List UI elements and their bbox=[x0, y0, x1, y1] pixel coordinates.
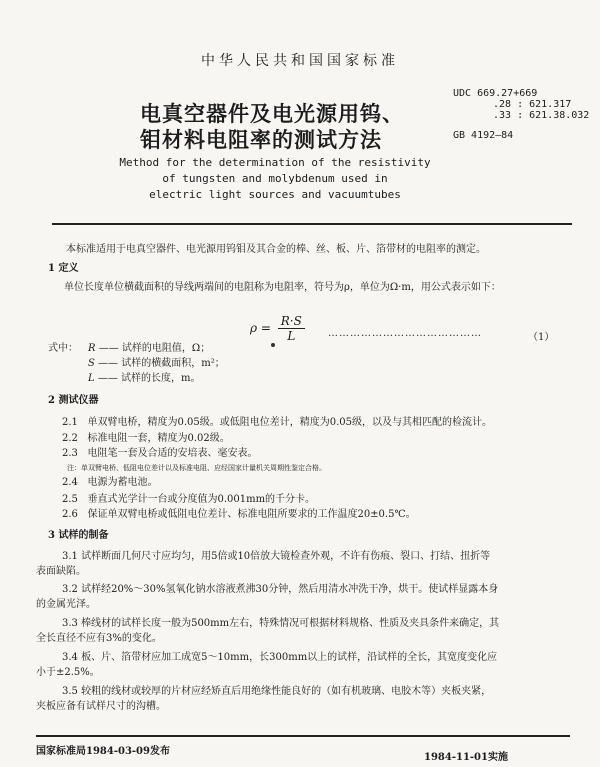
footer-divider bbox=[36, 735, 570, 737]
section-1-heading: 1 定义 bbox=[48, 263, 79, 274]
variable-r-row bbox=[88, 342, 210, 356]
list-item bbox=[62, 508, 416, 522]
udc-line-3: .33 : 621.38.032 bbox=[493, 110, 590, 121]
formula-denominator: L bbox=[287, 329, 296, 343]
udc-line-1: UDC 669.27+669 bbox=[453, 88, 538, 99]
gb-number: GB 4192—84 bbox=[453, 130, 514, 141]
clause-3-5-line-1: 3.5 较粗的线材或较厚的片材应经矫直后用绝缘性能良好的（如有机玻璃、电胶木等）夹板夹紧， bbox=[62, 686, 492, 697]
udc-code bbox=[453, 88, 589, 121]
item-number: 2.2 bbox=[62, 433, 78, 444]
list-item bbox=[62, 493, 315, 507]
clause-3-3-line-1: 3.3 棒线材的试样长度一般为500mm左右，特殊情况可根据材料规格、性质及夹具条件来确定，其 bbox=[62, 618, 500, 629]
list-item bbox=[62, 476, 157, 490]
scan-mark bbox=[271, 343, 275, 347]
variable-l: L bbox=[88, 373, 95, 384]
list-item bbox=[62, 416, 492, 430]
item-text: 垂直式光学计一台或分度值为0.001mm的千分卡。 bbox=[87, 494, 316, 505]
calibration-note: 注：单双臂电桥、低阻电位差计以及标准电阻、应经国家计量机关周期性鉴定合格。 bbox=[67, 464, 326, 472]
variable-l-desc: —— 试样的长度，m。 bbox=[97, 373, 201, 384]
scope-paragraph: 本标准适用于电真空器件、电光源用钨钼及其合金的棒、丝、板、片、箔带材的电阻率的测定。 bbox=[66, 244, 486, 255]
section-2-heading: 2 测试仪器 bbox=[48, 395, 99, 406]
variable-l-row bbox=[88, 372, 201, 386]
english-title-line-1: Method for the determination of the resistivity bbox=[119, 156, 431, 169]
section-3-heading: 3 试样的制备 bbox=[48, 530, 109, 541]
equation-number: （1） bbox=[528, 332, 555, 343]
list-item bbox=[62, 432, 230, 446]
udc-line-2: .28 : 621.317 bbox=[493, 99, 572, 110]
english-title-line-2: of tungsten and molybdenum used in bbox=[162, 172, 388, 185]
item-number: 2.4 bbox=[62, 477, 78, 488]
where-label: 式中： bbox=[48, 343, 78, 354]
variable-s-row bbox=[88, 357, 225, 371]
item-text: 电源为蓄电池。 bbox=[87, 477, 158, 488]
header-divider bbox=[52, 223, 572, 225]
clause-3-2-line-2: 的金属光泽。 bbox=[36, 599, 96, 610]
issue-date: 国家标准局1984-03-09发布 bbox=[36, 746, 170, 757]
english-title-line-3: electric light sources and vacuumtubes bbox=[149, 188, 401, 201]
formula-fraction bbox=[278, 314, 305, 343]
clause-3-4-line-2: 小于±2.5%。 bbox=[36, 667, 100, 678]
item-text: 单双臂电桥，精度为0.05级。或低阻电位差计，精度为0.05级，以及与其相匹配的检流计。 bbox=[87, 417, 492, 428]
item-text: 电阻笔一套及合适的安培表、毫安表。 bbox=[87, 448, 258, 459]
title-line-2: 钼材料电阻率的测试方法 bbox=[140, 127, 382, 152]
clause-3-3-line-2: 全长直径不应有3%的变化。 bbox=[36, 633, 162, 644]
clause-3-1-line-1: 3.1 试样断面几何尺寸应均匀，用5倍或10倍放大镜检查外观，不许有伤痕、裂口、打结、扭折等 bbox=[62, 551, 491, 562]
effective-date: 1984-11-01实施 bbox=[424, 752, 508, 763]
variable-s-desc: —— 试样的横截面积，m²； bbox=[98, 358, 225, 369]
variable-r-desc: —— 试样的电阻值，Ω； bbox=[98, 343, 211, 354]
formula-leader-dots: …………………………………… bbox=[328, 328, 482, 339]
variable-r: R bbox=[88, 343, 96, 354]
item-number: 2.6 bbox=[62, 509, 78, 520]
item-text: 标准电阻一套，精度为0.02级。 bbox=[87, 433, 230, 444]
clause-3-1-line-2: 表面缺陷。 bbox=[36, 566, 86, 577]
clause-3-5-line-2: 夹板应备有试样尺寸的沟槽。 bbox=[36, 701, 166, 712]
title-line-1: 电真空器件及电光源用钨、 bbox=[140, 101, 404, 126]
national-standard-label: 中华人民共和国国家标准 bbox=[201, 53, 399, 69]
formula-lhs: ρ = bbox=[250, 321, 271, 335]
resistivity-formula bbox=[250, 314, 305, 343]
formula-numerator: R·S bbox=[278, 314, 305, 329]
list-item bbox=[62, 447, 257, 461]
item-text: 保证单双臂电桥或低阻电位差计、标准电阻所要求的工作温度20±0.5℃。 bbox=[87, 509, 416, 520]
variable-s: S bbox=[88, 358, 95, 369]
item-number: 2.3 bbox=[62, 448, 78, 459]
clause-3-4-line-1: 3.4 板、片、箔带材应加工成宽5～10mm，长300mm以上的试样，沿试样的全长，其宽度变化应 bbox=[62, 652, 498, 663]
clause-3-2-line-1: 3.2 试样经20%～30%氢氧化钠水溶液煮沸30分钟，然后用清水冲洗干净，烘干。使试样显露本身 bbox=[62, 584, 499, 595]
item-number: 2.5 bbox=[62, 494, 78, 505]
item-number: 2.1 bbox=[62, 417, 78, 428]
definition-paragraph: 单位长度单位横截面积的导线两端间的电阻称为电阻率，符号为ρ，单位为Ω·m，用公式表示如下： bbox=[64, 282, 501, 293]
